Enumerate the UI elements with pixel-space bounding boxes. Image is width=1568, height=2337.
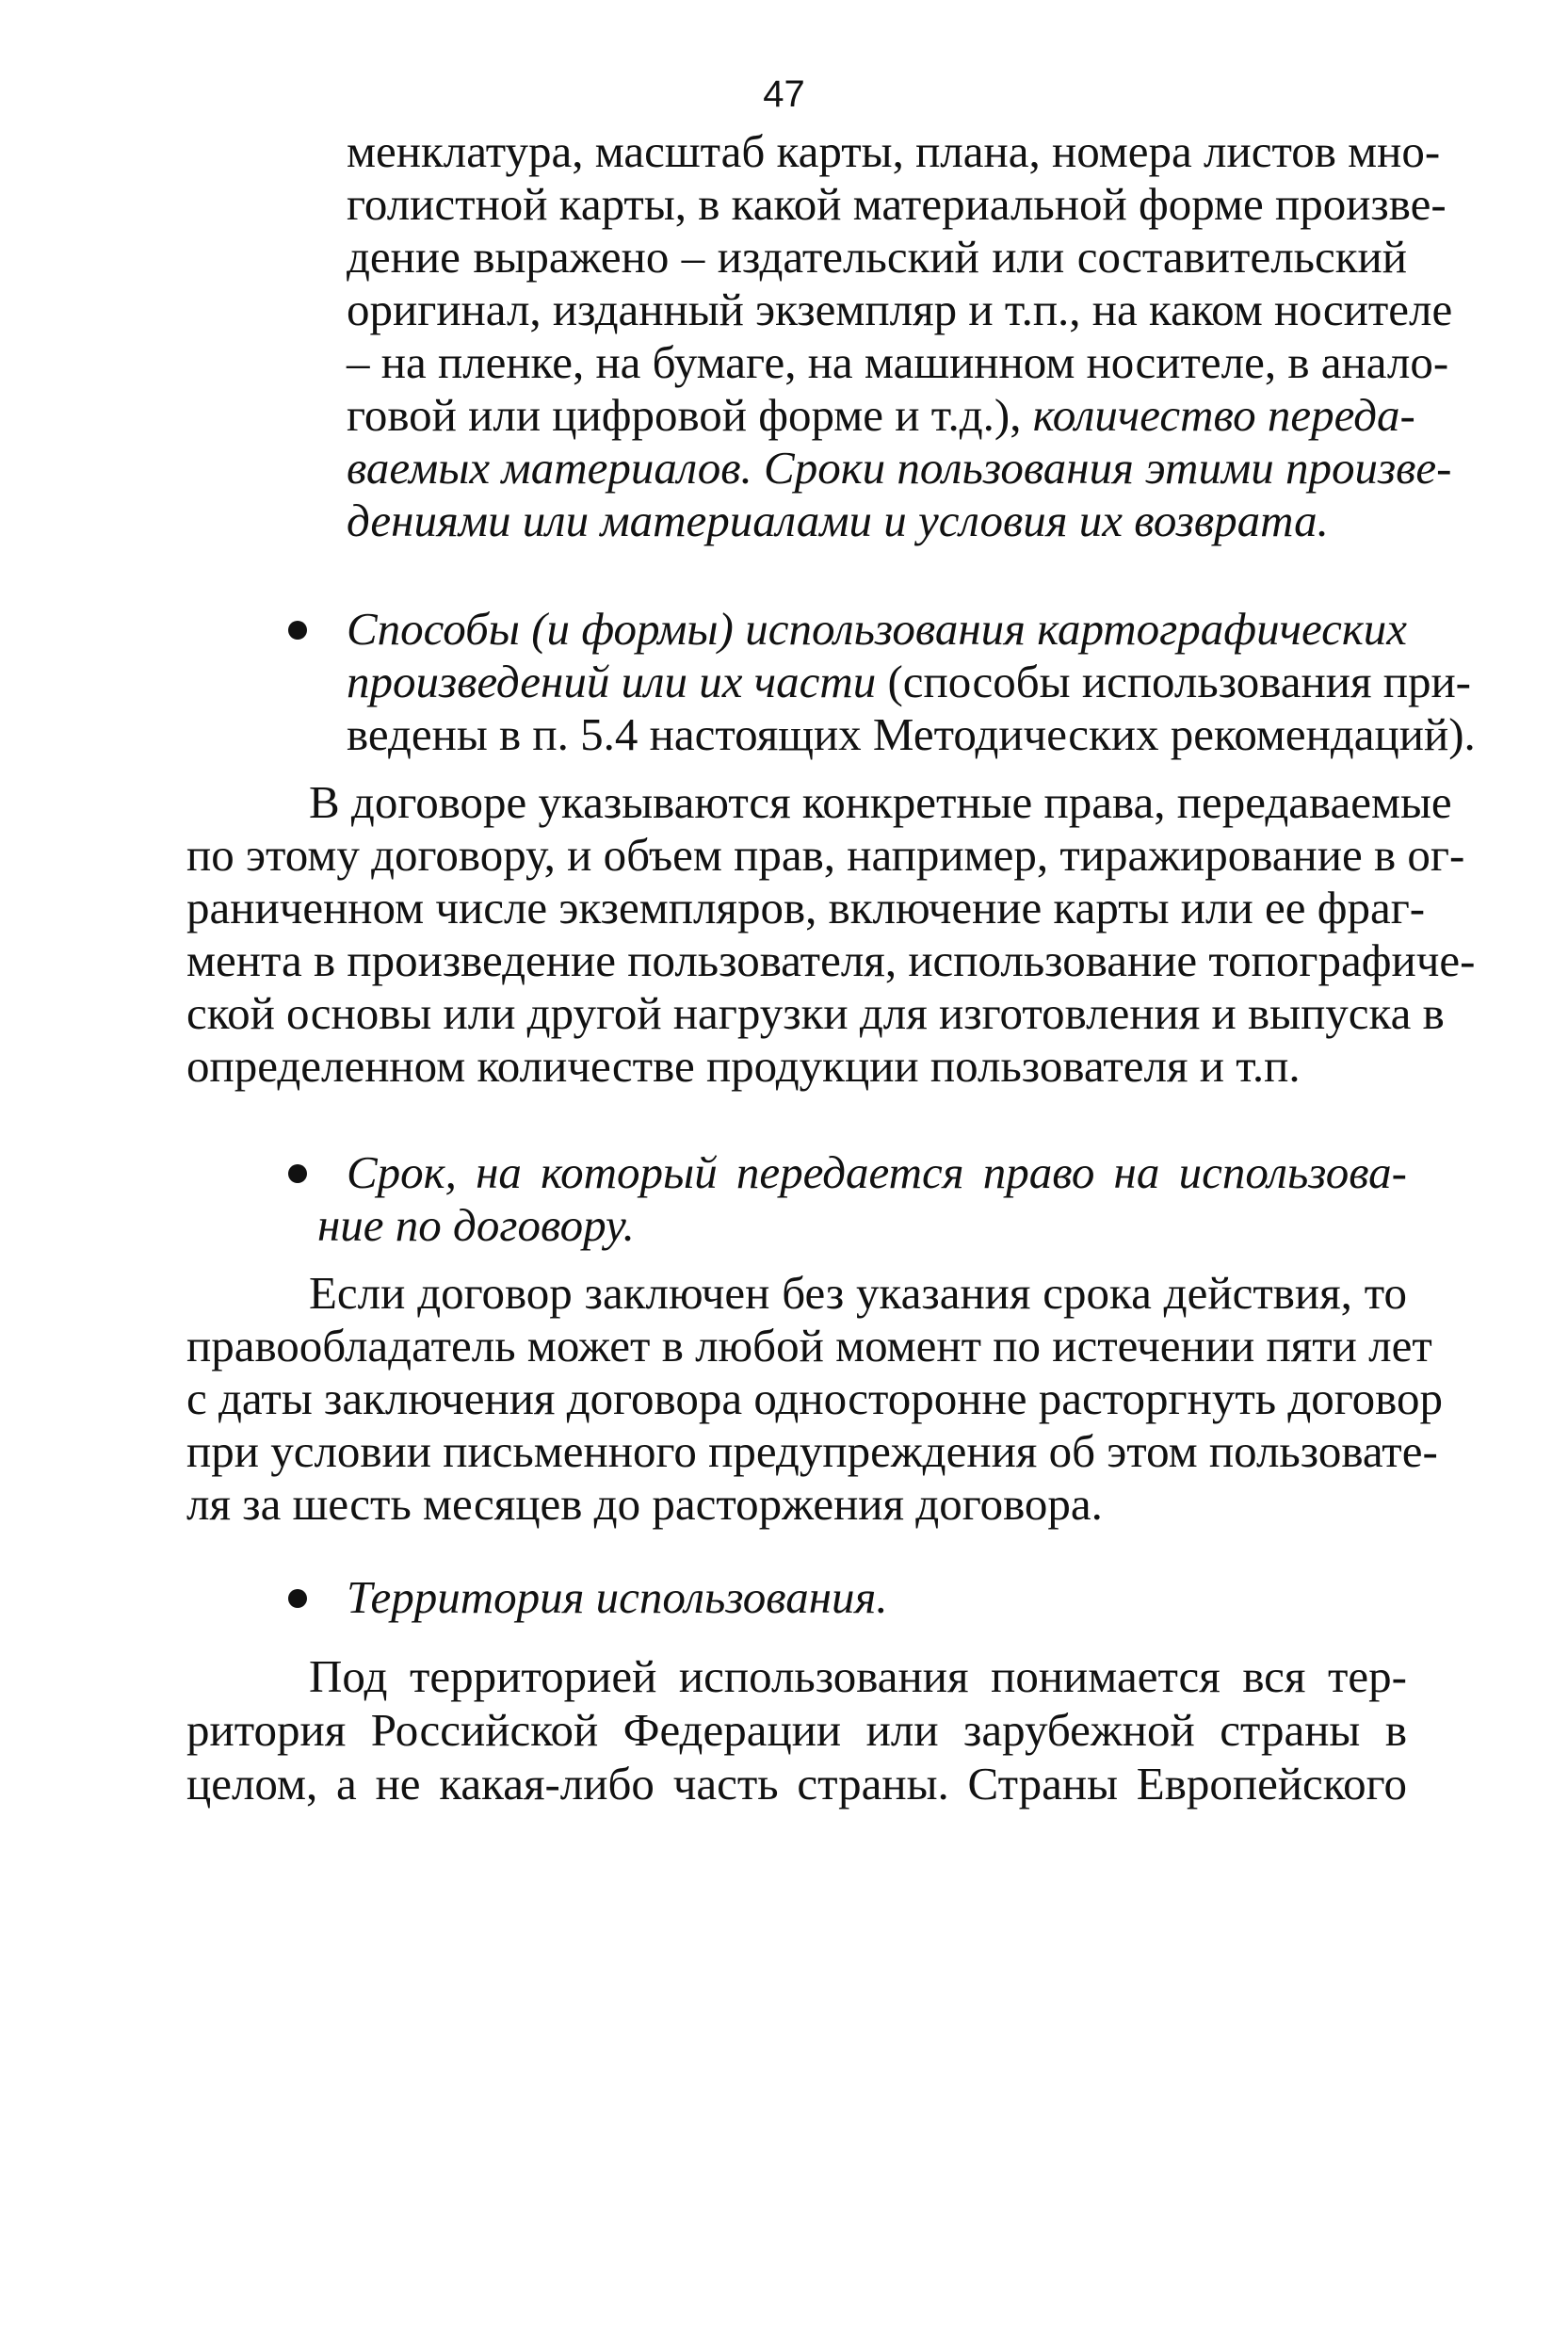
text-line: ской основы или другой нагрузки для изготовления и выпуска в <box>186 987 1445 1039</box>
text-line: по этому договору, и объем прав, например, тиражирование в ог- <box>186 829 1465 881</box>
text-line: при условии письменного предупреждения об этом пользовате- <box>186 1425 1438 1477</box>
text-line: с даты заключения договора односторонне расторгнуть договор <box>186 1372 1443 1424</box>
text-line: ритория Российской Федерации или зарубежной страны в <box>186 1704 1407 1756</box>
text-line: мента в произведение пользователя, использование топографиче- <box>186 934 1476 986</box>
page-number: 47 <box>763 73 805 115</box>
bullet-marker <box>288 1164 307 1183</box>
text-line: Территория использования. <box>347 1571 888 1623</box>
bullet-marker <box>288 621 307 640</box>
text-line: дение выражено – издательский или составительский <box>347 231 1407 283</box>
text-line: правообладатель может в любой момент по истечении пяти лет <box>186 1320 1432 1371</box>
text-line: раниченном числе экземпляров, включение карты или ее фраг- <box>186 882 1426 933</box>
text-line: Срок, на который передается право на использова- <box>347 1146 1407 1198</box>
text-line: ние по договору. <box>317 1199 635 1251</box>
text-line: ля за шесть месяцев до расторжения договора. <box>186 1478 1103 1530</box>
text-line: ваемых материалов. Сроки пользования этими произве- <box>347 442 1452 494</box>
text-line: – на пленке, на бумаге, на машинном носителе, в анало- <box>347 336 1449 388</box>
text-line: оригинал, изданный экземпляр и т.п., на каком носителе <box>347 284 1453 335</box>
text-line: ведены в п. 5.4 настоящих Методических рекомендаций). <box>347 708 1476 760</box>
text-line: менклатура, масштаб карты, плана, номера листов мно- <box>347 125 1441 177</box>
text-line: определенном количестве продукции пользователя и т.п. <box>186 1040 1301 1092</box>
bullet-marker <box>288 1589 307 1608</box>
text-line: произведений или их части (способы использования при- <box>347 656 1471 707</box>
text-line: дениями или материалами и условия их возврата. <box>347 495 1329 546</box>
text-line: В договоре указываются конкретные права, передаваемые <box>309 776 1452 828</box>
text-line: целом, а не какая-либо часть страны. Страны Европейского <box>186 1758 1407 1810</box>
text-line: голистной карты, в какой материальной форме произве- <box>347 178 1447 230</box>
text-line: Способы (и формы) использования картографических <box>347 603 1407 655</box>
text-line: говой или цифровой форме и т.д.), количество переда- <box>347 389 1415 441</box>
text-line: Под территорией использования понимается вся тер- <box>309 1650 1407 1702</box>
text-line: Если договор заключен без указания срока действия, то <box>309 1267 1407 1319</box>
